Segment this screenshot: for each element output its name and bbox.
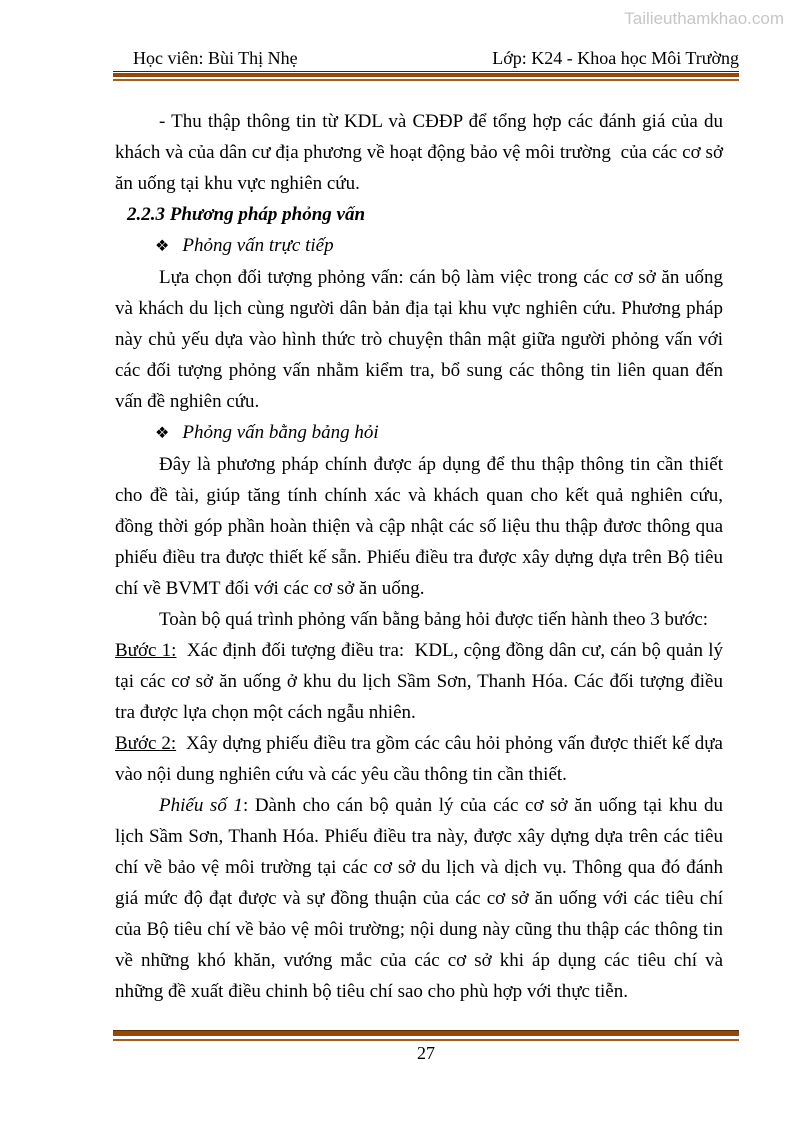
sheet-1-text: : Dành cho cán bộ quản lý của các cơ sở ăn uống tại khu du lịch Sầm Sơn, Thanh Hóa. Phiếu điều tra này, được xây dựng dựa trên các tiêu chí về bảo vệ môi trường tại các cơ sở du lịch và dịch vụ. Thông qua đó đánh giá mức độ đạt được và sự đồng thuận của các cơ sở ăn uống với các tiêu chí của Bộ tiêu chí về bảo vệ môi trường; nội dung này cũng thu thập các thông tin về những khó khăn, vướng mắc của các cơ sở khi áp dụng các tiêu chí và những đề xuất điều chinh bộ tiêu chí sao cho phù hợp với thực tiễn. (115, 795, 723, 1002)
sheet-1-label: Phiếu số 1 (159, 795, 243, 816)
step-2-text: Xây dựng phiếu điều tra gồm các câu hỏi phỏng vấn được thiết kế dựa vào nội dung nghiên cứu và các yêu cầu thông tin cần thiết. (115, 733, 723, 785)
page-footer (113, 1030, 739, 1064)
section-heading-2-2-3: 2.2.3 Phương pháp phỏng vấn (127, 204, 366, 225)
paragraph-direct-interview: Lựa chọn đối tượng phỏng vấn: cán bộ làm việc trong các cơ sở ăn uống và khách du lịch cùng người dân bản địa tại khu vực nghiên cứu. Phương pháp này chủ yếu dựa vào hình thức trò chuyện thân mật giữa người phỏng vấn với các đối tượng phỏng vấn nhằm kiểm tra, bổ sung các thông tin liên quan đến vấn đề nghiên cứu. (115, 267, 723, 412)
header-row (113, 47, 739, 69)
footer-rule (113, 1030, 739, 1041)
page-number: 27 (417, 1043, 435, 1063)
bullet-label: Phỏng vấn bằng bảng hỏi (182, 422, 379, 443)
diamond-bullet-icon: ❖ (155, 238, 170, 255)
paragraph-process: Toàn bộ quá trình phỏng vấn bằng bảng hỏi được tiến hành theo 3 bước: (159, 609, 709, 630)
footer-rule-thin-line (113, 1039, 739, 1041)
bullet-item-direct-interview (115, 230, 723, 262)
step-1-text: Xác định đối tượng điều tra: KDL, cộng đồng dân cư, cán bộ quản lý tại các cơ sở ăn uống ở khu du lịch Sầm Sơn, Thanh Hóa. Các đối tượng điều tra được lựa chọn một cách ngẫu nhiên. (115, 640, 723, 723)
step-2-label: Bước 2: (115, 733, 177, 754)
paragraph-sheet-1 (115, 790, 723, 1007)
paragraph-intro: - Thu thập thông tin từ KDL và CĐĐP để tổng hợp các đánh giá của du khách và của dân cư địa phương về hoạt động bảo vệ môi trường của các cơ sở ăn uống tại khu vực nghiên cứu. (115, 111, 723, 194)
paragraph-step-2 (115, 728, 723, 790)
document-body (115, 106, 723, 1007)
header-student-name: Học viên: Bùi Thị Nhẹ (133, 48, 298, 68)
diamond-bullet-icon: ❖ (155, 425, 170, 442)
page-header (113, 47, 739, 81)
header-rule (113, 71, 739, 81)
header-class-name: Lớp: K24 - Khoa học Môi Trường (492, 48, 739, 68)
bullet-item-questionnaire-interview (115, 417, 723, 449)
site-watermark: Tailieuthamkhao.com (624, 9, 784, 28)
header-rule-thin-line (113, 79, 739, 81)
step-1-label: Bước 1: (115, 640, 177, 661)
bullet-label: Phỏng vấn trực tiếp (182, 235, 334, 256)
paragraph-questionnaire: Đây là phương pháp chính được áp dụng để thu thập thông tin cần thiết cho đề tài, giúp tăng tính chính xác và khách quan cho kết quả nghiên cứu, đồng thời góp phần hoàn thiện và cập nhật các số liệu thu thập đươc thông qua phiếu điều tra được thiết kế sẵn. Phiếu điều tra được xây dựng dựa trên Bộ tiêu chí về BVMT đối với các cơ sở ăn uống. (115, 454, 723, 599)
paragraph-step-1 (115, 635, 723, 728)
